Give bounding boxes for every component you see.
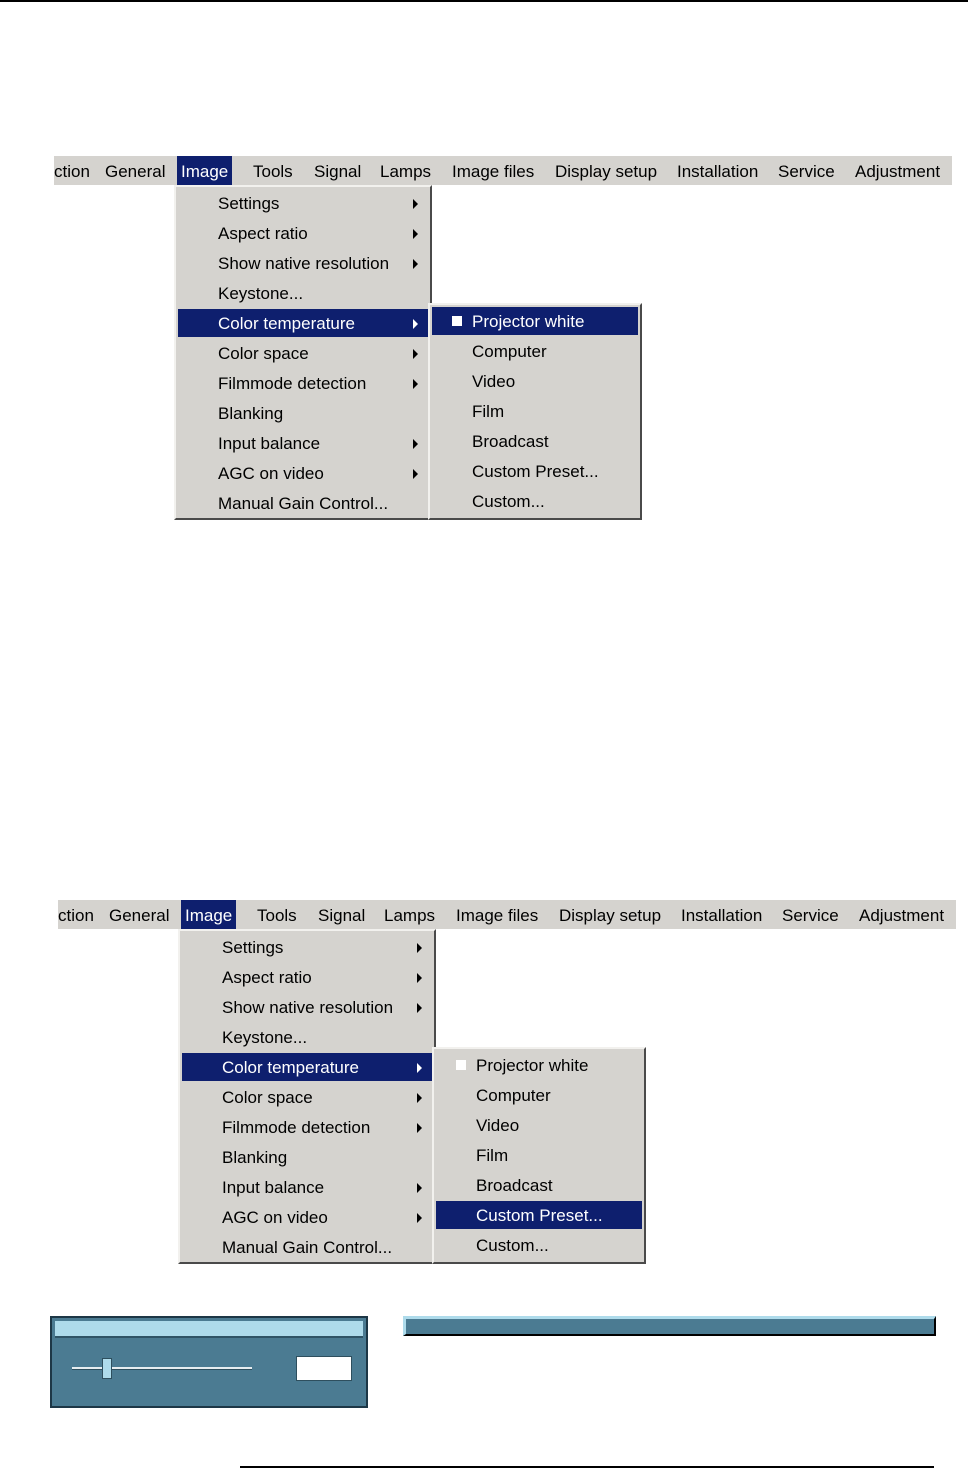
submenu-arrow-icon: [417, 943, 422, 953]
submenu-item-label: Film: [472, 402, 505, 421]
submenu-arrow-icon: [413, 439, 418, 449]
menu-item-aspect-ratio[interactable]: [182, 963, 432, 991]
menu-item-label: Show native resolution: [218, 254, 390, 273]
dialog-title-bar-right: [403, 1316, 936, 1336]
menu-item-agc-on-video[interactable]: [182, 1203, 432, 1231]
slider-thumb[interactable]: [102, 1358, 112, 1379]
submenu-item-label: Custom Preset...: [476, 1206, 603, 1225]
submenu-arrow-icon: [413, 259, 418, 269]
menubar-item-installation[interactable]: Installation: [681, 906, 763, 925]
menubar-item-ction[interactable]: ction: [54, 162, 90, 181]
menu-item-label: Input balance: [222, 1178, 325, 1197]
submenu-item-computer[interactable]: [432, 337, 638, 365]
menubar: [54, 156, 952, 185]
menu-item-label: Settings: [222, 938, 284, 957]
submenu-item-broadcast[interactable]: [432, 427, 638, 455]
submenu-item-label: Custom...: [472, 492, 545, 511]
menubar-item-display-setup[interactable]: Display setup: [559, 906, 662, 925]
submenu-item-label: Video: [476, 1116, 520, 1135]
check-bullet-icon: [452, 316, 462, 326]
menu-item-filmmode-detection[interactable]: [182, 1113, 432, 1141]
menu-item-settings[interactable]: [182, 933, 432, 961]
submenu-item-label: Custom Preset...: [472, 462, 599, 481]
menu-item-label: Aspect ratio: [218, 224, 308, 243]
menu-item-label: Input balance: [218, 434, 321, 453]
submenu-item-label: Film: [476, 1146, 509, 1165]
menubar-item-lamps[interactable]: Lamps: [380, 162, 432, 181]
submenu-item-custom-preset[interactable]: [436, 1201, 642, 1229]
submenu-item-projector-white[interactable]: [432, 307, 638, 335]
slider-track[interactable]: [72, 1367, 252, 1370]
submenu-arrow-icon: [413, 229, 418, 239]
menu-item-manual-gain-control[interactable]: [178, 489, 428, 517]
menu-item-keystone[interactable]: [182, 1023, 432, 1051]
menubar-item-ction[interactable]: ction: [58, 906, 94, 925]
submenu-arrow-icon: [413, 349, 418, 359]
menu-item-label: Filmmode detection: [218, 374, 367, 393]
submenu-item-label: Computer: [476, 1086, 551, 1105]
menu-item-agc-on-video[interactable]: [178, 459, 428, 487]
submenu-arrow-icon: [417, 973, 422, 983]
check-bullet-icon: [456, 1060, 466, 1070]
menubar-item-image[interactable]: Image: [181, 900, 236, 929]
menu-item-show-native-resolution[interactable]: [182, 993, 432, 1021]
menubar-item-service[interactable]: Service: [782, 906, 839, 925]
submenu-item-label: Video: [472, 372, 516, 391]
menu-item-label: Color temperature: [218, 314, 356, 333]
menubar-item-adjustment[interactable]: Adjustment: [855, 162, 941, 181]
menu-item-label: Filmmode detection: [222, 1118, 371, 1137]
menu-item-label: Manual Gain Control...: [218, 494, 389, 513]
submenu-item-label: Custom...: [476, 1236, 549, 1255]
image-menu: [178, 929, 436, 1264]
submenu-arrow-icon: [413, 469, 418, 479]
menu-item-label: Color space: [222, 1088, 313, 1107]
menubar-item-lamps[interactable]: Lamps: [384, 906, 436, 925]
menu-item-label: Settings: [218, 194, 280, 213]
submenu-item-projector-white[interactable]: [436, 1051, 642, 1079]
menu-item-label: Blanking: [222, 1148, 288, 1167]
page-bottom-rule: [240, 1466, 934, 1468]
color-temperature-submenu: [432, 1047, 646, 1264]
menu-item-label: Aspect ratio: [222, 968, 312, 987]
submenu-item-label: Broadcast: [476, 1176, 553, 1195]
menu-item-keystone[interactable]: [178, 279, 428, 307]
menu-screenshot-2: [58, 900, 956, 1266]
submenu-item-film[interactable]: [432, 397, 638, 425]
menu-item-aspect-ratio[interactable]: [178, 219, 428, 247]
menu-item-color-temperature[interactable]: [182, 1053, 432, 1081]
menu-item-label: AGC on video: [218, 464, 324, 483]
menu-item-label: Show native resolution: [222, 998, 394, 1017]
menu-item-color-temperature[interactable]: [178, 309, 428, 337]
menu-item-settings[interactable]: [178, 189, 428, 217]
submenu-arrow-icon: [417, 1213, 422, 1223]
menu-item-label: AGC on video: [222, 1208, 328, 1227]
submenu-arrow-icon: [417, 1123, 422, 1133]
menubar-item-tools[interactable]: Tools: [253, 162, 293, 181]
menubar-item-adjustment[interactable]: Adjustment: [859, 906, 945, 925]
menu-item-blanking[interactable]: [182, 1143, 432, 1171]
menu-item-label: Color space: [218, 344, 309, 363]
slider-dialog: [50, 1316, 368, 1408]
menu-item-show-native-resolution[interactable]: [178, 249, 428, 277]
submenu-item-custom[interactable]: [432, 487, 638, 515]
menubar-item-service[interactable]: Service: [778, 162, 835, 181]
menu-item-label: Blanking: [218, 404, 284, 423]
menubar: [58, 900, 956, 929]
submenu-arrow-icon: [417, 1003, 422, 1013]
menu-item-blanking[interactable]: [178, 399, 428, 427]
menubar-item-signal[interactable]: Signal: [314, 162, 362, 181]
menu-item-label: Keystone...: [218, 284, 304, 303]
submenu-arrow-icon: [413, 199, 418, 209]
menu-item-manual-gain-control[interactable]: [182, 1233, 432, 1261]
submenu-arrow-icon: [413, 319, 418, 329]
submenu-item-custom[interactable]: [436, 1231, 642, 1259]
submenu-arrow-icon: [413, 379, 418, 389]
menu-item-input-balance[interactable]: [178, 429, 428, 457]
menu-item-input-balance[interactable]: [182, 1173, 432, 1201]
image-menu: [174, 185, 432, 520]
menubar-item-installation[interactable]: Installation: [677, 162, 759, 181]
menu-item-label: Manual Gain Control...: [222, 1238, 393, 1257]
menu-item-label: Keystone...: [222, 1028, 308, 1047]
submenu-item-broadcast[interactable]: [436, 1171, 642, 1199]
menu-item-filmmode-detection[interactable]: [178, 369, 428, 397]
menubar-item-display-setup[interactable]: Display setup: [555, 162, 658, 181]
menu-item-color-space[interactable]: [178, 339, 428, 367]
menu-item-label: Color temperature: [222, 1058, 360, 1077]
color-temperature-submenu: [428, 303, 642, 520]
menubar-item-signal[interactable]: Signal: [318, 906, 366, 925]
slider-value-field[interactable]: [296, 1356, 352, 1381]
submenu-arrow-icon: [417, 1063, 422, 1073]
submenu-item-label: Computer: [472, 342, 547, 361]
submenu-item-custom-preset[interactable]: [432, 457, 638, 485]
submenu-item-video[interactable]: [432, 367, 638, 395]
submenu-item-label: Broadcast: [472, 432, 549, 451]
menubar-item-image-files[interactable]: Image files: [452, 162, 535, 181]
menubar-item-image-files[interactable]: Image files: [456, 906, 539, 925]
dialog-title-bar: [55, 1321, 363, 1338]
menubar-item-image[interactable]: Image: [177, 156, 232, 185]
menubar-item-general[interactable]: General: [109, 906, 170, 925]
submenu-arrow-icon: [417, 1183, 422, 1193]
submenu-item-video[interactable]: [436, 1111, 642, 1139]
menu-screenshot-1: [54, 156, 952, 522]
menu-item-color-space[interactable]: [182, 1083, 432, 1111]
submenu-arrow-icon: [417, 1093, 422, 1103]
menubar-item-general[interactable]: General: [105, 162, 166, 181]
submenu-item-computer[interactable]: [436, 1081, 642, 1109]
submenu-item-label: Projector white: [472, 312, 585, 331]
submenu-item-film[interactable]: [436, 1141, 642, 1169]
submenu-item-label: Projector white: [476, 1056, 589, 1075]
page-top-rule: [0, 0, 968, 2]
menubar-item-tools[interactable]: Tools: [257, 906, 297, 925]
